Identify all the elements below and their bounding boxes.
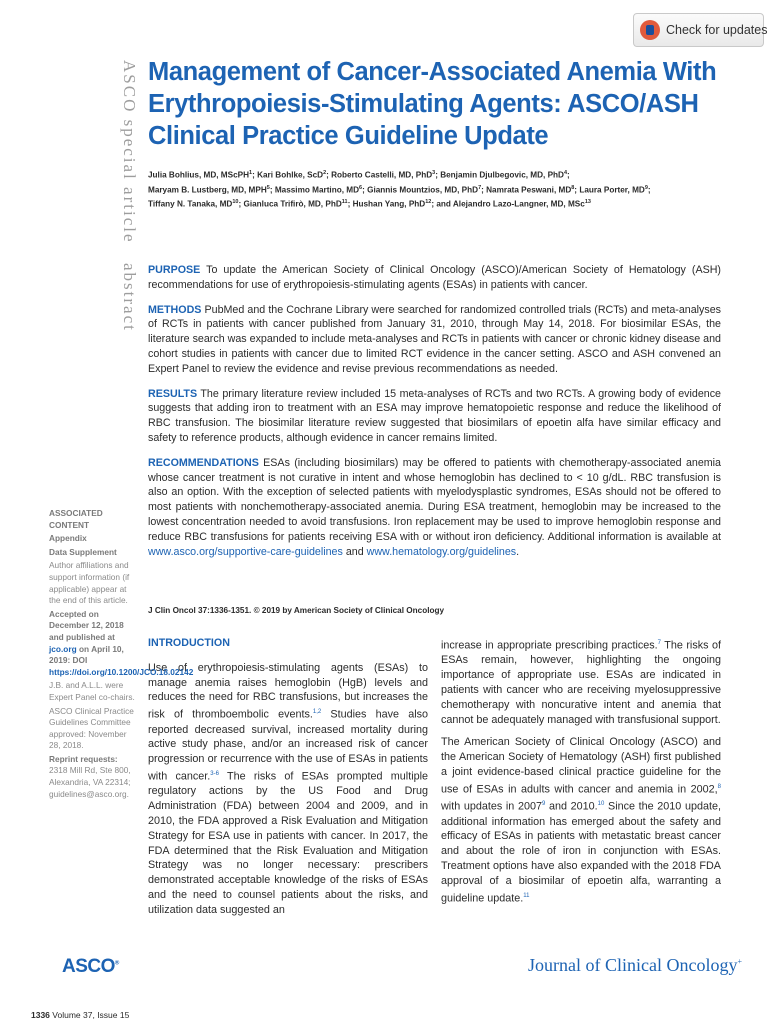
author-separator: ; <box>347 200 353 210</box>
author-list <box>148 167 748 211</box>
author-name: Laura Porter, MD <box>579 185 645 195</box>
intro-text: increase in appropriate prescribing practices. <box>441 639 658 652</box>
author-affiliation-number: 6 <box>359 184 363 191</box>
approval-note: ASCO Clinical Practice Guidelines Committee approved: November 28, 2018. <box>49 705 134 751</box>
page-number: 1336 <box>31 1010 50 1020</box>
author-affiliation-number: 8 <box>571 184 575 191</box>
methods-text: PubMed and the Cochrane Library were searched for randomized controlled trials (RCTs) and meta-analyses of RCTs in patients with cancer published from January 31, 2010, through May 14, 2018. For biosimilar ESAs, the literature search was expanded to include meta-analyses and RCTs in patients with cancer or chronic kidney disease and cohort studies in patients with cancer due to limited RCT evidence in the cancer setting. ASCO and ASH convened an Expert Panel to review the evidence and revise previous recommendations as needed. <box>148 303 721 375</box>
author-name: Namrata Peswani, MD <box>486 185 572 195</box>
associated-content-heading: ASSOCIATED CONTENT <box>49 508 103 530</box>
recommendations-heading: RECOMMENDATIONS <box>148 456 259 469</box>
intro-paragraph-2 <box>441 636 721 727</box>
author-separator: ; <box>238 200 244 210</box>
author-separator: ; <box>574 185 580 195</box>
body-column-right <box>441 636 721 914</box>
author-affiliation-number: 11 <box>341 199 348 206</box>
recommendations-end: . <box>516 545 520 558</box>
author-affiliation-number: 12 <box>425 199 432 206</box>
reprint-heading: Reprint requests: <box>49 753 118 764</box>
author-name: Giannis Mountzios, MD, PhD <box>367 185 479 195</box>
intro-text: The American Society of Clinical Oncology (ASCO) and the American Society of Hematology (ASH) first published a joint evidence-based clinical practice guideline for the use of ESAs in adults with cancer and anemia in 2002, <box>441 736 721 796</box>
reference-link[interactable]: 11 <box>523 892 530 899</box>
author-name: Gianluca Trifirò, MD, PhD <box>243 200 342 210</box>
abstract-results <box>148 387 721 446</box>
intro-text: Since the 2010 update, additional information has emerged about the safety and efficacy of ESAs in patients with metastatic breast cancer and about the role of iron in conjunction with ESAs. Treatment options have also expanded with the 2018 FDA approval of a biosimilar of epoetin alfa, warranting a guideline update. <box>441 800 721 905</box>
abstract <box>148 263 721 569</box>
author-affiliation-number: 5 <box>266 184 270 191</box>
author-name: Hushan Yang, PhD <box>352 200 426 210</box>
section-label: ASCO special article <box>120 60 139 244</box>
journal-logo-mark: + <box>737 957 742 966</box>
reprint-info <box>49 754 137 800</box>
abstract-purpose <box>148 263 721 293</box>
published-date: on April 10, 2019: DOI <box>49 643 124 666</box>
methods-heading: METHODS <box>148 303 202 316</box>
reference-link[interactable]: 9 <box>541 801 546 808</box>
author-affiliation-number: 1 <box>249 170 253 176</box>
author-name: Roberto Castelli, MD, PhD <box>331 170 433 180</box>
intro-text: Use of erythropoiesis-stimulating agents (ESAs) to manage anemia raises hemoglobin (HgB) levels and reduces the need for RBC transfusions, but increases the risk of thromboembolic events. <box>148 661 428 721</box>
intro-paragraph-3 <box>441 735 721 906</box>
author-separator: ; <box>647 185 651 195</box>
asco-logo-text: ASCO <box>62 956 115 977</box>
accepted-date: Accepted on December 12, 2018 and published at <box>49 608 124 642</box>
reference-link[interactable]: 3-6 <box>210 770 219 777</box>
doi-link[interactable]: https://doi.org/10.1200/JCO.18.02142 <box>49 666 194 677</box>
author-name: Tiffany N. Tanaka, MD <box>148 200 233 210</box>
author-name: Kari Bohlke, ScD <box>257 170 324 180</box>
author-separator: ; <box>252 170 258 180</box>
author-affiliation-number: 10 <box>232 199 239 206</box>
journal-name: Journal of Clinical Oncology <box>528 955 738 975</box>
author-name: Benjamin Djulbegovic, MD, PhD <box>440 170 564 180</box>
body-column-left <box>148 636 428 926</box>
recommendations-conj: and <box>342 545 367 558</box>
abstract-recommendations <box>148 456 721 560</box>
reference-link[interactable]: 1,2 <box>312 709 322 716</box>
journal-logo <box>528 955 742 976</box>
reference-link[interactable]: 7 <box>657 640 662 646</box>
author-affiliation-number: 2 <box>323 170 327 176</box>
author-separator: ; <box>269 185 275 195</box>
co-chairs-note: J.B. and A.L.L. were Expert Panel co-chairs. <box>49 680 135 702</box>
abstract-methods <box>148 303 721 377</box>
intro-text: and 2010. <box>545 800 598 813</box>
author-affiliations-note: Author affiliations and support information (if applicable) appear at the end of this article. <box>49 560 130 606</box>
jco-link[interactable]: jco.org <box>49 643 77 654</box>
introduction-heading: INTRODUCTION <box>148 637 230 649</box>
author-name: Alejandro Lazo-Langner, MD, MSc <box>452 200 585 210</box>
article-title: Management of Cancer-Associated Anemia With Erythropoiesis-Stimulating Agents: ASCO/ASH Clinical Practice Guideline Update <box>148 58 717 150</box>
author-separator: ; <box>435 170 441 180</box>
author-name: Massimo Martino, MD <box>274 185 359 195</box>
author-separator: ; <box>362 185 368 195</box>
volume-issue: Volume 37, Issue 15 <box>52 1010 130 1020</box>
asco-logo-mark: ® <box>114 960 119 967</box>
results-heading: RESULTS <box>148 387 198 400</box>
author-affiliation-number: 7 <box>478 184 482 191</box>
citation: J Clin Oncol 37:1336-1351. © 2019 by American Society of Clinical Oncology <box>148 606 445 615</box>
purpose-heading: PURPOSE <box>148 264 201 276</box>
purpose-text: To update the American Society of Clinical Oncology (ASCO)/American Society of Hematology (ASH) recommendations for use of erythropoiesis-stimulating agents (ESAs) in patients with cancer. <box>148 264 721 291</box>
author-separator: ; and <box>431 200 453 210</box>
crossmark-icon <box>640 20 660 40</box>
author-separator: ; <box>326 170 332 180</box>
check-for-updates-label: Check for updates <box>666 23 768 37</box>
author-affiliation-number: 13 <box>584 199 591 206</box>
author-name: Maryam B. Lustberg, MD, MPH <box>148 185 267 195</box>
asco-guidelines-link[interactable]: www.asco.org/supportive-care-guidelines <box>148 545 343 558</box>
author-affiliation-number: 9 <box>644 184 648 191</box>
appendix-link[interactable]: Appendix <box>49 533 87 544</box>
recommendations-text: ESAs (including biosimilars) may be offered to patients with chemotherapy-associated anemia whose cancer treatment is not curative in intent and whose hemoglobin has declined to < 10 g/dL. RBC transfusion is also an option. With the exception of selected patients with myelodysplastic syndromes, ESAs should not be offered to most patients with nonchemotherapy-associated anemia. During ESA treatment, hemoglobin may be increased to the lowest concentration needed to avoid transfusions. Iron replacement may be used to improve hemoglobin response and reduce RBC transfusions for patients receiving ESA with or without iron deficiency. Additional information is available at <box>148 456 721 543</box>
reference-link[interactable]: 8 <box>717 783 721 790</box>
asco-logo <box>62 956 119 978</box>
author-affiliation-number: 4 <box>563 170 568 176</box>
intro-paragraph-1 <box>148 661 428 918</box>
data-supplement-link[interactable]: Data Supplement <box>49 546 117 557</box>
author-separator: ; <box>481 185 487 195</box>
reprint-address: 2318 Mill Rd, Ste 800, Alexandria, VA 22314; guidelines@asco.org. <box>49 765 131 799</box>
check-for-updates-button[interactable] <box>633 13 768 47</box>
author-affiliation-number: 3 <box>432 170 436 176</box>
author-separator: ; <box>567 170 570 180</box>
results-text: The primary literature review included 15 meta-analyses of RCTs and two RCTs. A growing body of evidence suggests that adding iron to treatment with an ESA may improve hematopoietic response and reduce the likelihood of RBC transfusion. The biosimilar literature review suggested that biosimilars of epoetin alfa have similar efficacy and safety to reference products, although evidence in cancer remains limited. <box>148 387 721 444</box>
abstract-side-label: abstract <box>120 263 139 332</box>
intro-text: Studies have also reported decreased survival, increased mortality during active study phase, and/or an increased risk of cancer progression or recurrence with the use of ESAs in patients with cancer. <box>148 708 428 783</box>
hematology-guidelines-link[interactable]: www.hematology.org/guidelines <box>366 545 517 558</box>
intro-text: The risks of ESAs remain, however, highlighting the ongoing importance of appropriate use. ESAs are indicated in patients with cancer who are receiving myelosuppressive chemotherapy with noncurative intent and anemia that cannot be adequately managed with transfusional support. <box>441 639 721 726</box>
page-footer <box>31 1010 129 1020</box>
intro-text: The risks of ESAs prompted multiple regulatory actions by the US Food and Drug Administration (FDA) between 2004 and 2009, and in 2010, the FDA approved a Risk Evaluation and Mitigation Strategy for ESA use in patients with cancer. In 2017, the FDA determined that the Risk Evaluation and Mitigation Strategy was no longer necessary: prescribers demonstrated acceptable knowledge of the risks of ESAs and the need to counsel patients about the risks, and utilization data suggested an <box>148 770 428 916</box>
intro-text: with updates in 2007 <box>441 800 542 813</box>
author-name: Julia Bohlius, MD, MScPH <box>148 170 249 180</box>
reference-link[interactable]: 10 <box>597 801 605 808</box>
